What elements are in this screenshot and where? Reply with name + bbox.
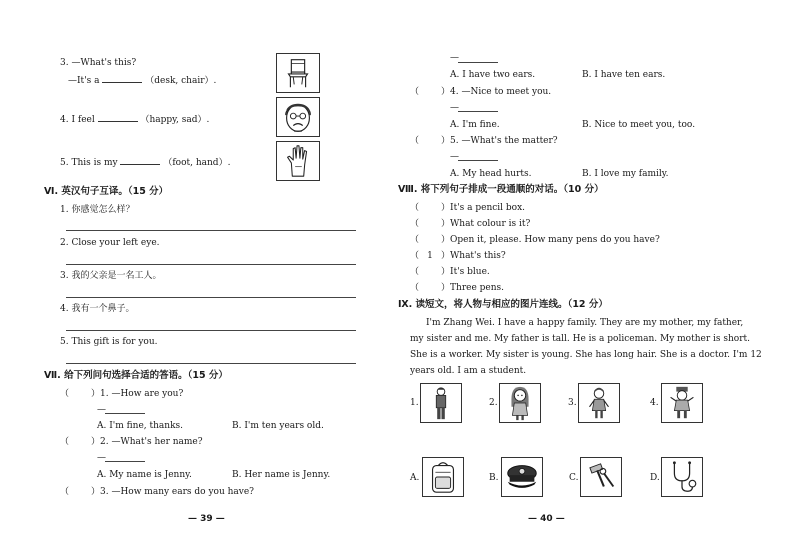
sec7-q5-text: ）5. —What's the matter? [441, 136, 558, 146]
q5-option-a[interactable]: A. My head hurts. [450, 169, 532, 179]
sec6-item-5: 5. This gift is for you. [60, 337, 158, 347]
sec7-q3-text: ）3. —How many ears do you have? [91, 487, 255, 497]
school-bag-icon [423, 458, 463, 496]
q1-dash: — [97, 405, 106, 415]
q3-option-b[interactable]: B. I have ten ears. [582, 70, 666, 80]
q3-answer-prefix: —It's a [68, 76, 100, 86]
sec6-item-3: 3. 我的父亲是一名工人。 [60, 271, 162, 281]
sec7-q3 [60, 486, 254, 498]
section-7-title: Ⅶ. 给下列问句选择合适的答语。（15 分） [44, 370, 228, 381]
sec8-sentence: ）What colour is it? [441, 219, 531, 229]
q4-dash-text: — [450, 103, 459, 113]
q4-option-a[interactable]: A. I'm fine. [450, 120, 500, 130]
q5-line [60, 156, 230, 169]
q4-dash [450, 102, 459, 114]
hand-picture [276, 141, 320, 181]
sec7-q1-option-a[interactable]: A. I'm fine, thanks. [97, 421, 184, 431]
q3-answer-line [68, 74, 216, 87]
sec7-q2 [60, 436, 203, 448]
person-label-1: 1. [410, 398, 419, 408]
q4-option-b[interactable]: B. Nice to meet you, too. [582, 120, 696, 130]
section-8-title: Ⅷ. 将下列句子排成一段通顺的对话。（10 分） [398, 184, 604, 195]
sec6-answer-line-3[interactable] [66, 297, 356, 298]
object-picture-b[interactable] [501, 457, 543, 497]
sec8-item [410, 282, 504, 294]
sec8-open-paren: （ [410, 219, 420, 229]
sec8-sentence: ）It's blue. [441, 267, 490, 277]
object-label-c: C. [569, 473, 579, 483]
sec8-open-paren: （ [410, 267, 420, 277]
tall-man-icon [421, 384, 461, 422]
sec6-answer-line-4[interactable] [66, 330, 356, 331]
object-picture-a[interactable] [422, 457, 464, 497]
sec6-item-2: 2. Close your left eye. [60, 238, 160, 248]
person-picture-4[interactable] [661, 383, 703, 423]
q5-dash [450, 151, 459, 163]
q3-open-paren: （ [60, 487, 70, 497]
sec8-sentence: ）It's a pencil box. [441, 203, 526, 213]
sec6-answer-line-2[interactable] [66, 264, 356, 265]
q4-blank[interactable] [458, 111, 498, 112]
q5-prefix: 5. This is my [60, 158, 118, 168]
sec6-answer-line-1[interactable] [66, 230, 356, 231]
passage-line-4: years old. I am a student. [410, 366, 527, 376]
sec8-open-paren: （ [410, 283, 420, 293]
sec8-item [410, 202, 525, 214]
q4-line [60, 113, 209, 126]
sec7-q1-option-b[interactable]: B. I'm ten years old. [232, 421, 324, 431]
student-boy-icon [662, 384, 702, 422]
long-hair-girl-icon [500, 384, 540, 422]
sec8-sentence: ）What's this? [441, 251, 506, 261]
sec8-open-paren: （ [410, 251, 420, 261]
stethoscope-icon [662, 458, 702, 496]
sec8-item [410, 218, 530, 230]
chair-icon [277, 54, 319, 92]
sec8-item [410, 266, 490, 278]
sec7-q2-option-b[interactable]: B. Her name is Jenny. [232, 470, 331, 480]
sec7-q2-option-a[interactable]: A. My name is Jenny. [97, 470, 192, 480]
person-label-4: 4. [650, 398, 659, 408]
chair-picture [276, 53, 320, 93]
person-picture-2[interactable] [499, 383, 541, 423]
person-label-2: 2. [489, 398, 498, 408]
left-page [0, 0, 395, 560]
object-picture-d[interactable] [661, 457, 703, 497]
sad-face-picture [276, 97, 320, 137]
sec7-q2-dash [97, 452, 106, 464]
q4-prefix: 4. I feel [60, 115, 95, 125]
tools-icon [581, 458, 621, 496]
q5-dash-text: — [450, 152, 459, 162]
object-label-b: B. [489, 473, 499, 483]
object-label-a: A. [410, 473, 420, 483]
person-label-3: 3. [568, 398, 577, 408]
sec8-sentence: ）Three pens. [441, 283, 504, 293]
sec6-item-1: 1. 你感觉怎么样？ [60, 205, 135, 215]
q4-blank[interactable] [98, 113, 138, 122]
sec7-q1 [60, 388, 183, 400]
sec7-q1-dash [97, 404, 106, 416]
q4-open-paren: （ [410, 87, 420, 97]
sad-face-icon [277, 98, 319, 136]
q3-cont-dash-text: — [450, 53, 459, 63]
q5-open-paren: （ [410, 136, 420, 146]
section-9-title: Ⅸ. 读短文，将人物与相应的图片连线。（12 分） [398, 299, 608, 310]
q1-text: ）1. —How are you? [91, 389, 184, 399]
sec7-q1-blank[interactable] [105, 413, 145, 414]
sec8-item [410, 234, 660, 246]
passage-line-3: She is a worker. My sister is young. She has long hair. She is a doctor. I'm 12 [410, 350, 762, 360]
sec7-q4 [410, 86, 551, 98]
sec7-q4-text: ）4. —Nice to meet you. [441, 87, 552, 97]
sec8-sentence: ）Open it, please. How many pens do you have? [441, 235, 660, 245]
police-cap-icon [502, 458, 542, 496]
q3-question: 3. —What's this? [60, 58, 137, 68]
q5-option-b[interactable]: B. I love my family. [582, 169, 669, 179]
passage-line-2: my sister and me. My father is tall. He is a policeman. My mother is short. [410, 334, 750, 344]
section-6-title: Ⅵ. 英汉句子互译。（15 分） [44, 186, 169, 197]
person-picture-1[interactable] [420, 383, 462, 423]
person-picture-3[interactable] [578, 383, 620, 423]
q2-text: ）2. —What's her name? [91, 437, 203, 447]
q4-options: （happy, sad）. [140, 115, 210, 125]
sec8-order-slot[interactable]: 1 [427, 251, 433, 261]
sec7-q2-blank[interactable] [105, 461, 145, 462]
sec6-item-4: 4. 我有一个鼻子。 [60, 304, 135, 314]
sec8-open-paren: （ [410, 235, 420, 245]
sec8-open-paren: （ [410, 203, 420, 213]
page-number-right: — 40 — [528, 514, 565, 524]
sec7-q5 [410, 135, 558, 147]
q3-option-a[interactable]: A. I have two ears. [450, 70, 536, 80]
passage-line-1: I'm Zhang Wei. I have a happy family. They are my mother, my father, [426, 318, 744, 328]
sec8-item [410, 250, 506, 262]
object-picture-c[interactable] [580, 457, 622, 497]
short-woman-icon [579, 384, 619, 422]
q5-options: （foot, hand）. [163, 158, 231, 168]
q5-blank[interactable] [120, 156, 160, 165]
hand-icon [277, 142, 319, 180]
q3-options: （desk, chair）. [145, 76, 217, 86]
page-number-left: — 39 — [188, 514, 225, 524]
q5-blank[interactable] [458, 160, 498, 161]
q2-open-paren: （ [60, 437, 70, 447]
q3-blank[interactable] [102, 74, 142, 83]
q3-cont-blank[interactable] [458, 62, 498, 63]
object-label-d: D. [650, 473, 660, 483]
right-page [400, 0, 800, 560]
q2-dash: — [97, 453, 106, 463]
q1-open-paren: （ [60, 389, 70, 399]
sec6-answer-line-5[interactable] [66, 363, 356, 364]
